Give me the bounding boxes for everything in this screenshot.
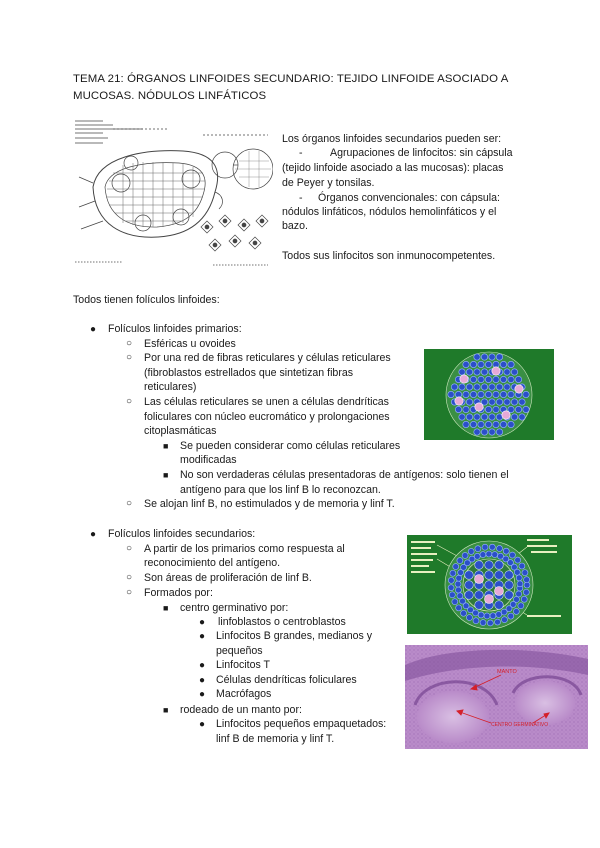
dendritic-cell	[502, 411, 510, 419]
lymphocyte	[511, 399, 517, 405]
lymph-node-diagram-svg	[73, 117, 273, 269]
lymphocyte	[481, 414, 487, 420]
lymphocyte	[481, 354, 487, 360]
primary-b2-line-3: reticulares)	[144, 381, 197, 393]
lymphocyte	[470, 376, 476, 382]
mantle-lymphocyte	[487, 620, 493, 626]
lymphocyte	[489, 354, 495, 360]
title-line-2: MUCOSAS. NÓDULOS LINFÁTICOS	[73, 90, 267, 102]
lymphocyte	[459, 369, 465, 375]
mantle-lymphocyte	[501, 617, 507, 623]
dendritic-cell	[475, 403, 483, 411]
mantle-lymphocyte	[455, 581, 461, 587]
lymphocyte	[474, 414, 480, 420]
germinal-item-2-line-2: pequeños	[216, 645, 263, 657]
lymphocyte	[485, 421, 491, 427]
lymphocyte	[500, 361, 506, 367]
lymphocyte	[466, 414, 472, 420]
page-title	[73, 71, 508, 105]
bullet-disc: ●	[199, 719, 206, 730]
mantle-lymphocyte	[495, 619, 501, 625]
mantle-lymphocyte	[514, 569, 520, 575]
centroblast	[485, 561, 494, 570]
lymphocyte	[496, 384, 502, 390]
mantle-lymphocyte	[453, 564, 459, 570]
lymphocyte	[459, 414, 465, 420]
primary-follicle-svg	[424, 349, 554, 440]
mantle-lymphocyte	[501, 609, 507, 615]
mantle-lymphocyte	[484, 613, 490, 619]
centroblast	[465, 581, 474, 590]
lymphocyte	[466, 369, 472, 375]
mantle-lymphocyte	[456, 575, 462, 581]
bullet-circle: ○	[126, 352, 133, 363]
centroblast	[465, 571, 474, 580]
bullet-disc: ●	[199, 660, 206, 671]
secondary-b3: Formados por:	[144, 587, 213, 599]
lymphocyte	[519, 414, 525, 420]
mantle-lymphocyte	[449, 592, 455, 598]
mantle-lymphocyte	[518, 603, 524, 609]
lymphocyte	[451, 384, 457, 390]
mantle-item-1-line-1: Linfocitos pequeños empaquetados:	[216, 718, 387, 730]
mantle-lymphocyte	[448, 577, 454, 583]
mantle-lymphocyte	[522, 570, 528, 576]
mantle-lymphocyte	[517, 581, 523, 587]
lymphocyte	[511, 414, 517, 420]
centroblast	[475, 591, 484, 600]
centroblast	[505, 581, 514, 590]
primary-b1: Esféricas u ovoides	[144, 338, 236, 350]
lymphocyte	[485, 361, 491, 367]
primary-b3-line-1: Las células reticulares se unen a células dendríticas	[144, 396, 389, 408]
micrograph-label-manto: MANTO	[497, 669, 517, 675]
lymphocyte	[489, 414, 495, 420]
mantle-lymphocyte	[516, 575, 522, 581]
lymphocyte	[481, 384, 487, 390]
bullet-square: ■	[163, 705, 169, 715]
intro-closing: Todos sus linfocitos son inmunocompetentes.	[282, 250, 496, 262]
mantle-lymphocyte	[456, 605, 462, 611]
lymphocyte	[496, 399, 502, 405]
intro-item-1-line-1: Agrupaciones de linfocitos: sin cápsula	[330, 147, 513, 159]
mantle-lymphocyte	[513, 608, 519, 614]
mantle-lymphocyte	[496, 545, 502, 551]
micrograph-label-centro: CENTRO GERMINATIVO	[491, 722, 549, 728]
mantle-lymphocyte	[486, 551, 492, 557]
mantle-item-1-line-2: linf B de memoria y linf T.	[216, 733, 335, 745]
primary-s2-line-2: antígeno para que los linf B lo reconozcan.	[180, 484, 381, 496]
primary-heading: Folículos linfoides primarios:	[108, 323, 242, 335]
lymphocyte	[489, 384, 495, 390]
lymphocyte	[496, 429, 502, 435]
mantle-lymphocyte	[455, 587, 461, 593]
lymphocyte	[481, 429, 487, 435]
mantle-lymphocyte	[466, 615, 472, 621]
mantle-lymphocyte	[496, 611, 502, 617]
lymphocyte	[508, 421, 514, 427]
intro-item-2-line-2: nódulos linfáticos, nódulos hemolinfáticos y el	[282, 206, 497, 218]
micrograph-svg	[405, 645, 588, 749]
lymphocyte	[504, 399, 510, 405]
mantle-heading: rodeado de un manto por:	[180, 704, 302, 716]
secondary-follicle-svg	[407, 535, 572, 634]
lymphocyte	[466, 399, 472, 405]
mantle-lymphocyte	[509, 552, 515, 558]
lymphocyte	[496, 354, 502, 360]
lymphocyte	[470, 421, 476, 427]
lymphocyte	[470, 361, 476, 367]
bullet-disc: ●	[199, 631, 206, 642]
lymphocyte	[511, 369, 517, 375]
centroblast	[505, 571, 514, 580]
mantle-lymphocyte	[457, 558, 463, 564]
germinal-item-2-line-1: Linfocitos B grandes, medianos y	[216, 630, 373, 642]
secondary-b2: Son áreas de proliferación de linf B.	[144, 572, 312, 584]
intro-item-1-line-3: de Peyer y tonsilas.	[282, 177, 375, 189]
lymphocyte	[508, 376, 514, 382]
lymphocyte	[493, 421, 499, 427]
lymphocyte	[489, 429, 495, 435]
mantle-lymphocyte	[489, 544, 495, 550]
lymphocyte	[470, 391, 476, 397]
lymphocyte	[508, 361, 514, 367]
mantle-lymphocyte	[452, 599, 458, 605]
lymphocyte	[478, 391, 484, 397]
lymphocyte	[463, 421, 469, 427]
lymphocyte	[500, 421, 506, 427]
lymphocyte	[485, 376, 491, 382]
mantle-lymphocyte	[474, 553, 480, 559]
bullet-disc: ●	[199, 675, 206, 686]
mantle-lymphocyte	[450, 570, 456, 576]
secondary-heading: Folículos linfoides secundarios:	[108, 528, 256, 540]
mantle-lymphocyte	[478, 612, 484, 618]
centroblast	[505, 591, 514, 600]
lymphocyte	[481, 369, 487, 375]
bullet-circle: ○	[126, 543, 133, 554]
follicular-dendritic-cell	[475, 575, 484, 584]
lymphocyte	[448, 391, 454, 397]
primary-s1-line-1: Se pueden considerar como células reticulares	[180, 440, 401, 452]
micrograph-figure	[405, 645, 588, 749]
germinal-item-1: linfoblastos o centroblastos	[218, 616, 346, 628]
primary-b4: Se alojan linf B, no estimulados y de memoria y linf T.	[144, 498, 395, 510]
mantle-lymphocyte	[490, 613, 496, 619]
lymphocyte	[500, 391, 506, 397]
dendritic-cell	[492, 367, 500, 375]
lymphocyte	[523, 391, 529, 397]
secondary-b1-line-1: A partir de los primarios como respuesta al	[144, 543, 345, 555]
centroblast	[495, 571, 504, 580]
lymphocyte	[455, 406, 461, 412]
lymphocyte	[493, 376, 499, 382]
bullet-circle: ○	[126, 338, 133, 349]
lymphocyte	[474, 384, 480, 390]
intro-item-2-line-3: bazo.	[282, 220, 308, 232]
centroblast	[495, 601, 504, 610]
mantle-lymphocyte	[519, 563, 525, 569]
centroblast	[475, 561, 484, 570]
bullet-circle: ○	[126, 587, 133, 598]
primary-follicle-figure	[424, 349, 554, 440]
mantle-lymphocyte	[473, 618, 479, 624]
mantle-lymphocyte	[461, 610, 467, 616]
primary-s2-line-1: No son verdaderas células presentadoras de antígenos: solo tienen el	[180, 469, 509, 481]
lymphocyte	[478, 421, 484, 427]
primary-b2-line-1: Por una red de fibras reticulares y células reticulares	[144, 352, 391, 364]
mantle-lymphocyte	[480, 620, 486, 626]
centroblast	[485, 581, 494, 590]
lymphocyte	[478, 361, 484, 367]
lymphocyte	[504, 384, 510, 390]
title-line-1: TEMA 21: ÓRGANOS LINFOIDES SECUNDARIO: TEJIDO LINFOIDE ASOCIADO A	[73, 73, 509, 85]
bullet-square: ■	[163, 603, 169, 613]
secondary-follicle-figure	[407, 535, 572, 634]
lymphocyte	[474, 369, 480, 375]
mantle-lymphocyte	[462, 552, 468, 558]
centroblast	[465, 591, 474, 600]
centroblast	[475, 601, 484, 610]
secondary-b1-line-2: reconocimiento del antígeno.	[144, 557, 281, 569]
centroblast	[495, 561, 504, 570]
lymphocyte	[493, 391, 499, 397]
lymphocyte	[474, 429, 480, 435]
lymphocyte	[523, 406, 529, 412]
dendritic-cell	[515, 385, 523, 393]
mantle-lymphocyte	[508, 613, 514, 619]
lymphocyte	[500, 376, 506, 382]
intro-item-1-dash: -	[299, 147, 303, 159]
lymphocyte	[489, 399, 495, 405]
mantle-lymphocyte	[516, 591, 522, 597]
lymphocyte	[474, 354, 480, 360]
bullet-circle: ○	[126, 498, 133, 509]
intro-line-1: Los órganos linfoides secundarios pueden ser:	[282, 133, 502, 145]
mantle-lymphocyte	[475, 546, 481, 552]
mantle-lymphocyte	[492, 552, 498, 558]
lymphocyte	[485, 406, 491, 412]
primary-b3-line-2: foliculares con núcleo eucromático y prolongaciones	[144, 411, 390, 423]
intro-item-1-line-2: (tejido linfoide asociado a las mucosas): placas	[282, 162, 504, 174]
lymphocyte	[459, 384, 465, 390]
bullet-disc: ●	[199, 689, 206, 700]
section-heading: Todos tienen folículos linfoides:	[73, 294, 220, 306]
lymphocyte	[485, 391, 491, 397]
primary-b2-line-2: (fibroblastos estrellados que sintetizan fibras	[144, 367, 354, 379]
mantle-lymphocyte	[523, 589, 529, 595]
mantle-lymphocyte	[480, 552, 486, 558]
lymphocyte	[478, 376, 484, 382]
germinal-item-4: Células dendríticas foliculares	[216, 674, 357, 686]
bullet-circle: ○	[126, 572, 133, 583]
mantle-lymphocyte	[515, 557, 521, 563]
follicular-dendritic-cell	[485, 595, 494, 604]
dendritic-cell	[460, 375, 468, 383]
bullet-circle: ○	[126, 396, 133, 407]
follicular-dendritic-cell	[495, 587, 504, 596]
mantle-lymphocyte	[457, 593, 463, 599]
primary-s1-line-2: modificadas	[180, 454, 237, 466]
centroblast	[485, 571, 494, 580]
lymphocyte	[463, 391, 469, 397]
mantle-lymphocyte	[503, 548, 509, 554]
lymphocyte	[466, 384, 472, 390]
mantle-lymphocyte	[521, 596, 527, 602]
mantle-lymphocyte	[482, 544, 488, 550]
lymphocyte	[504, 369, 510, 375]
primary-b3-line-3: citoplasmáticas	[144, 425, 217, 437]
intro-item-2-line-1: Órganos convencionales: con cápsula:	[318, 192, 500, 204]
lymphocyte	[519, 399, 525, 405]
bullet-disc: ●	[90, 324, 97, 335]
dendritic-cell	[455, 397, 463, 405]
bullet-square: ■	[163, 470, 169, 480]
lymphocyte	[515, 406, 521, 412]
lymphocyte	[515, 376, 521, 382]
mantle-lymphocyte	[524, 577, 530, 583]
bullet-disc: ●	[90, 529, 97, 540]
germinal-item-3: Linfocitos T	[216, 659, 270, 671]
mantle-lymphocyte	[468, 548, 474, 554]
mantle-lymphocyte	[448, 585, 454, 591]
lymphocyte	[493, 406, 499, 412]
germinal-center-heading: centro germinativo por:	[180, 602, 289, 614]
bullet-square: ■	[163, 441, 169, 451]
lymphocyte	[463, 406, 469, 412]
germinal-item-5: Macrófagos	[216, 688, 272, 700]
lymphocyte	[508, 391, 514, 397]
bullet-disc: ●	[199, 617, 206, 628]
lymphocyte	[463, 361, 469, 367]
lymph-node-diagram	[73, 117, 273, 269]
intro-item-2-dash: -	[299, 192, 303, 204]
